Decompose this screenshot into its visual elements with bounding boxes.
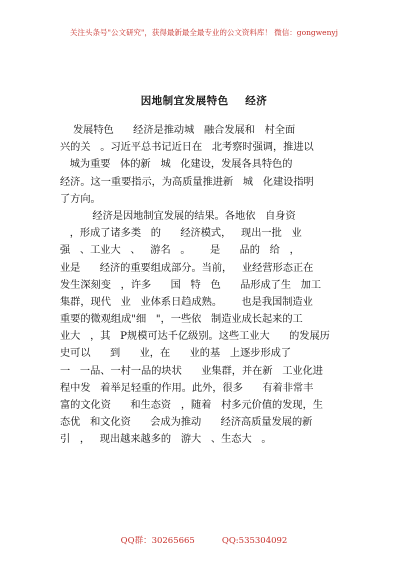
header-banner: 关注头条号"公文研究"，获得最新最全最专业的公文资料库！ 微信：gongwenyj [70,28,338,37]
body-line: 发生深刻变 ，许多 国 特 色 品形成了生 加工 [60,279,322,291]
document-body [60,122,360,449]
body-line: 集群，现代 业 业体系日趋成熟。 也是我国制造业 [60,296,313,308]
document-title: 因地制宜发展特色 经济 [140,95,268,107]
body-line: 经济是因地制宜发展的结果。各地依 自身资 [60,210,296,222]
body-line: 了方向。 [60,193,101,205]
body-line: 城为重要 体的新 城 化建设，发展各具特色的 [60,159,293,171]
body-line: 经济。这一重要指示，为高质量推进新 城 化建设指明 [60,176,314,188]
body-line: ，形成了诸多类 的 经济模式， 现出一批 业 [60,228,302,240]
body-line: 史可以 到 业，在 业的基 上逐步形成了 [60,348,292,360]
body-line: 一 一品、一村一品的块状 业集群，并在新 工业化进 [60,365,323,377]
body-line: 强 、工业大 、 游名 。 是 品的 给 ， [60,245,300,257]
body-line: 富的文化资 和生态资 ，随着 村多元价值的发现，生 [60,400,323,411]
body-line: 兴的关 。习近平总书记近日在 北考察时强调，推进以 [60,142,314,154]
body-line: 发展特色 经济是推动城 融合发展和 村全面 [60,125,296,136]
body-line: 态优 和文化资 会成为推动 经济高质量发展的新 [60,417,313,429]
body-line: 引 ， 现出越来越多的 游大 、生态大 。 [60,434,272,446]
footer-contact: QQ群：30265665 QQ:535304092 [120,536,288,546]
body-line: 程中发 着举足轻重的作用。此外，很多 有着非常丰 [60,382,314,394]
body-line: 业是 经济的重要组成部分。当前， 业经营形态正在 [60,262,314,274]
body-line: 业大 ，其 P规模可达千亿级别。这些工业大 的发展历 [60,331,330,343]
body-line: 重要的微观组成"细 "，一些依 制造业成长起来的工 [60,314,303,326]
